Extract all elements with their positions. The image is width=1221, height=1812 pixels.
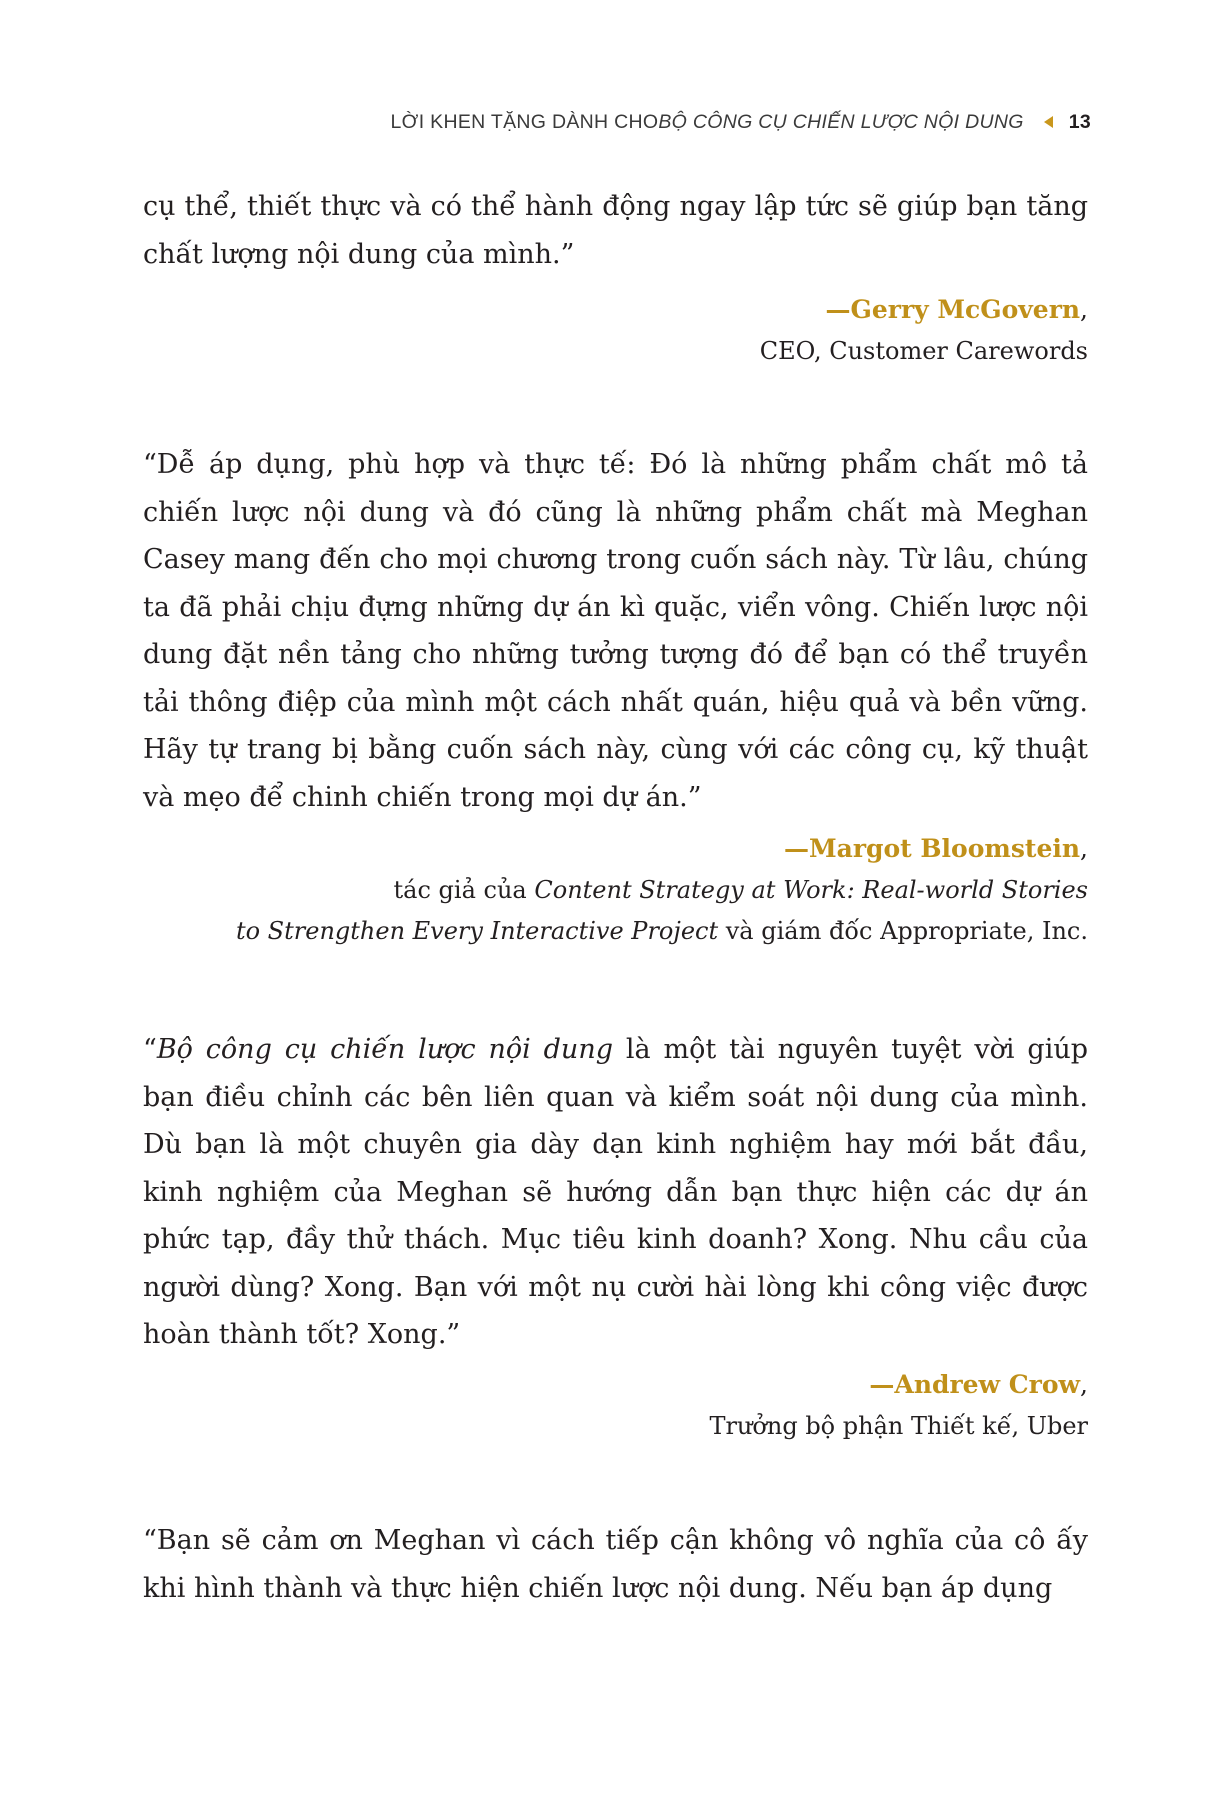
author-name: —Margot Bloomstein [783, 834, 1081, 863]
role-prefix: tác giả của [393, 876, 535, 904]
quote-text [143, 1026, 1088, 1359]
author-name: —Andrew Crow [869, 1370, 1081, 1399]
triangle-marker-icon [1044, 116, 1053, 128]
running-header [140, 107, 1091, 137]
quote-book-title: Bộ công cụ chiến lược nội dung [156, 1034, 613, 1065]
running-header-prefix: LỜI KHEN TẶNG DÀNH CHO [390, 110, 659, 133]
quote-text: cụ thể, thiết thực và có thể hành động ngay lập tức sẽ giúp bạn tăng chất lượng nội dung của mình.” [143, 191, 1088, 270]
book-title-line1: Content Strategy at Work: Real-world Stories [534, 876, 1088, 904]
running-header-book-title: BỘ CÔNG CỤ CHIẾN LƯỢC NỘI DUNG [658, 110, 1024, 133]
quote-text: “Dễ áp dụng, phù hợp và thực tế: Đó là những phẩm chất mô tả chiến lược nội dung và đó cũng là những phẩm chất mà Meghan Casey mang đến cho mọi chương trong cuốn sách này. Từ lâu, chúng ta đã phải chịu đựng những dự án kì quặc, viển vông. Chiến lược nội dung đặt nền tảng cho những tưởng tượng đó để bạn có thể truyền tải thông điệp của mình một cách nhất quán, hiệu quả và bền vững. Hãy tự trang bị bằng cuốn sách này, cùng với các công cụ, kỹ thuật và mẹo để chinh chiến trong mọi dự án.” [143, 449, 1088, 813]
attribution-name: —Andrew Crow, [869, 1370, 1088, 1399]
quote-open-mark: “ [143, 1034, 157, 1065]
quote-body: là một tài nguyên tuyệt vời giúp bạn điều chỉnh các bên liên quan và kiểm soát nội dung của mình. Dù bạn là một chuyên gia dày dạn kinh nghiệm hay mới bắt đầu, kinh nghiệm của Meghan sẽ hướng dẫn bạn thực hiện các dự án phức tạp, đầy thử thách. Mục tiêu kinh doanh? Xong. Nhu cầu của người dùng? Xong. Bạn với một nụ cười hài lòng khi công việc được hoàn thành tốt? Xong.” [143, 1034, 1089, 1350]
attribution-name: —Margot Bloomstein, [783, 834, 1088, 863]
role-suffix: và giám đốc Appropriate, Inc. [718, 917, 1088, 945]
book-title-line2: to Strengthen Every Interactive Project [235, 917, 719, 945]
quote-text: “Bạn sẽ cảm ơn Meghan vì cách tiếp cận không vô nghĩa của cô ấy khi hình thành và thực hiện chiến lược nội dung. Nếu bạn áp dụng [143, 1525, 1088, 1604]
attribution-role [143, 870, 1088, 952]
page-number: 13 [1068, 110, 1091, 133]
attribution-role: CEO, Customer Carewords [759, 337, 1088, 365]
author-name: —Gerry McGovern [825, 295, 1081, 324]
attribution-name: —Gerry McGovern, [825, 295, 1088, 324]
attribution-role: Trưởng bộ phận Thiết kế, Uber [709, 1412, 1088, 1440]
